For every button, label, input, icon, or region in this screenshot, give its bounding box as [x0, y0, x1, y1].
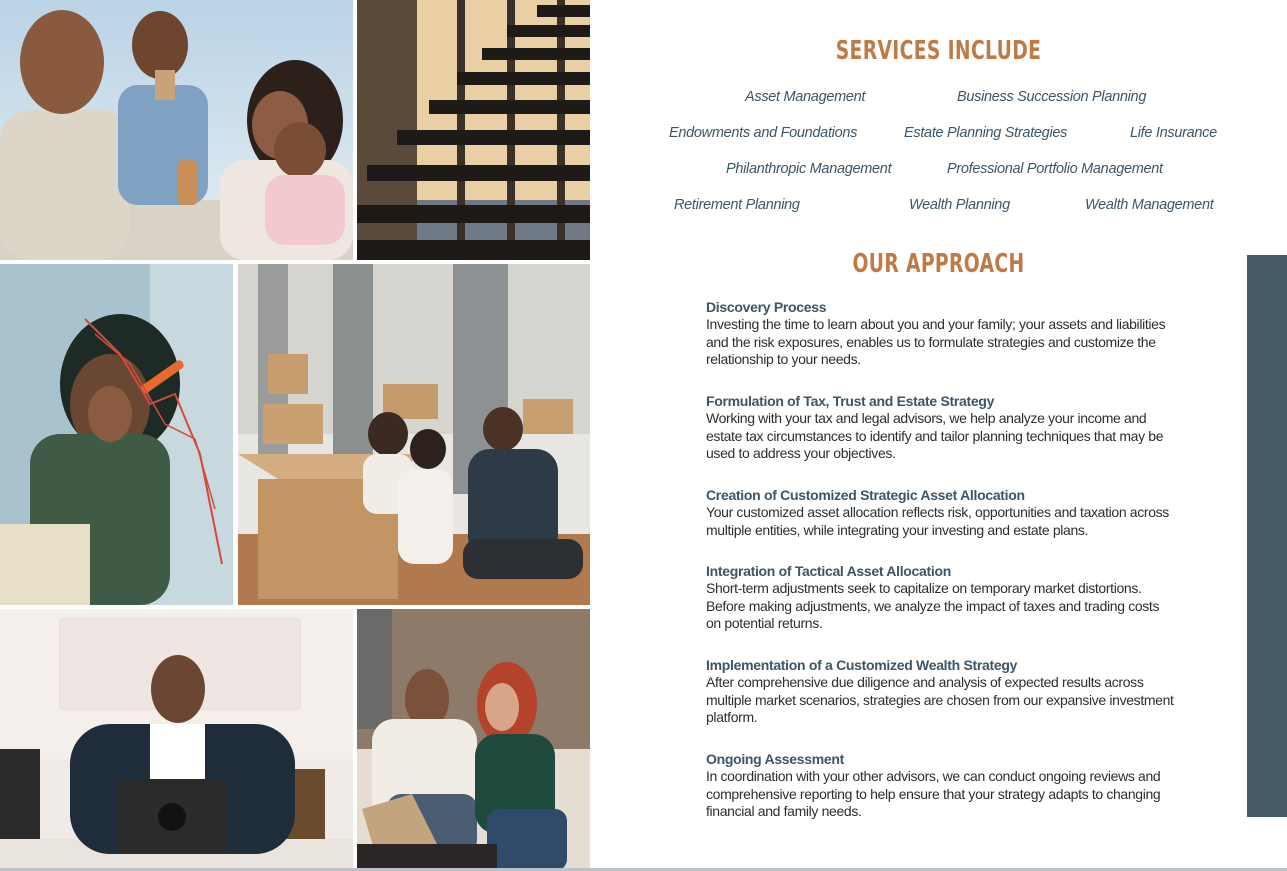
approach-item-title: Creation of Customized Strategic Asset Allocation	[706, 487, 1025, 503]
family-moving-boxes-photo	[238, 264, 590, 605]
approach-item-body: In coordination with your other advisors, we can conduct ongoing reviews and comprehensive reporting to help ensure that your strategy adapts to changing financial and family needs.	[706, 768, 1161, 819]
approach-item	[706, 392, 1176, 463]
service-philanthropic-management: Philanthropic Management	[726, 161, 892, 177]
approach-item-title: Ongoing Assessment	[706, 751, 844, 767]
approach-item-body: Working with your tax and legal advisors, we help analyze your income and estate tax circumstances to identify and tailor planning techniques that may be used to address your objectives.	[706, 410, 1164, 461]
approach-item-body: Your customized asset allocation reflects risk, opportunities and taxation across multiple entities, while integrating your investing and estate plans.	[706, 504, 1169, 538]
approach-item-title: Formulation of Tax, Trust and Estate Strategy	[706, 393, 995, 409]
approach-item	[706, 486, 1176, 539]
services-title: SERVICES INCLUDE	[835, 36, 1042, 66]
family-beach-photo	[0, 0, 353, 260]
service-retirement-planning: Retirement Planning	[674, 197, 800, 213]
woman-drawing-chart-photo	[0, 264, 233, 605]
service-estate-planning-strategies: Estate Planning Strategies	[904, 125, 1068, 141]
approach-item-body: Investing the time to learn about you and your family; your assets and liabilities and the risk exposures, enables us to formulate strategies and customize the relationship to your needs.	[706, 316, 1166, 367]
approach-item	[706, 656, 1176, 727]
approach-item	[706, 562, 1176, 633]
side-accent-bar	[1247, 255, 1287, 817]
staircase-window-photo	[357, 0, 590, 260]
approach-title: OUR APPROACH	[852, 249, 1025, 279]
service-wealth-management: Wealth Management	[1085, 197, 1214, 213]
approach-item	[706, 750, 1176, 821]
service-professional-portfolio-management: Professional Portfolio Management	[947, 161, 1163, 177]
approach-item-title: Discovery Process	[706, 299, 827, 315]
approach-item-title: Implementation of a Customized Wealth Strategy	[706, 657, 1018, 673]
service-life-insurance: Life Insurance	[1130, 125, 1217, 141]
service-endowments-and-foundations: Endowments and Foundations	[669, 125, 858, 141]
couple-with-laptop-photo	[357, 609, 590, 871]
approach-item-title: Integration of Tactical Asset Allocation	[706, 563, 951, 579]
approach-item-body: After comprehensive due diligence and analysis of expected results across multiple market scenarios, strategies are chosen from our expansive investment platform.	[706, 674, 1174, 725]
man-with-tablet-photo	[0, 609, 353, 871]
service-asset-management: Asset Management	[745, 89, 866, 105]
service-wealth-planning: Wealth Planning	[909, 197, 1010, 213]
approach-item	[706, 298, 1176, 369]
approach-item-body: Short-term adjustments seek to capitalize on temporary market distortions. Before making adjustments, we analyze the impact of taxes and trading costs on potential returns.	[706, 580, 1160, 631]
service-business-succession-planning: Business Succession Planning	[957, 89, 1147, 105]
